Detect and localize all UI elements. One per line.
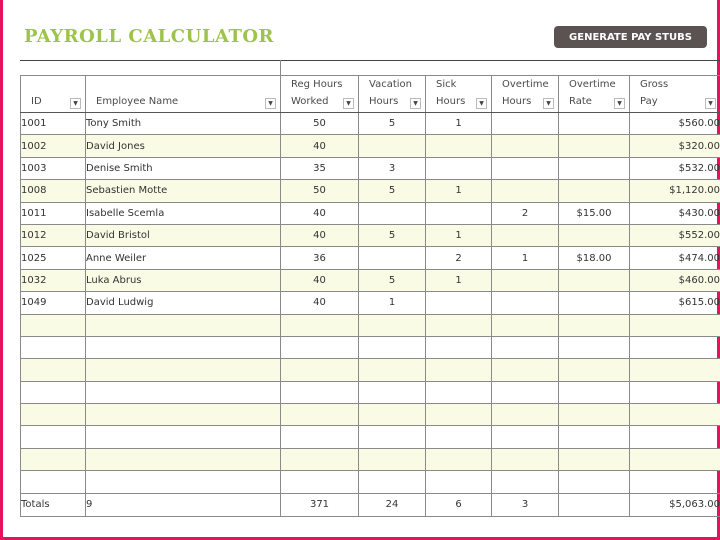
table-row xyxy=(21,157,720,179)
cell-gross-pay[interactable]: $552.00 xyxy=(630,224,720,246)
empty-cell[interactable] xyxy=(359,448,426,470)
empty-cell[interactable] xyxy=(359,471,426,493)
cell-overtime-hours[interactable] xyxy=(492,292,559,314)
empty-cell[interactable] xyxy=(426,336,492,358)
cell-gross-pay[interactable]: $615.00 xyxy=(630,292,720,314)
cell-gross-pay[interactable]: $1,120.00 xyxy=(630,180,720,202)
top-divider-tick xyxy=(280,60,281,75)
empty-cell[interactable] xyxy=(492,471,559,493)
empty-cell[interactable] xyxy=(281,471,359,493)
table-row xyxy=(21,269,720,291)
totals-overtime-rate[interactable] xyxy=(559,493,630,516)
cell-overtime-rate[interactable]: $18.00 xyxy=(559,247,630,269)
cell-reg-hours[interactable]: 36 xyxy=(281,247,359,269)
empty-cell[interactable] xyxy=(492,448,559,470)
cell-overtime-rate[interactable] xyxy=(559,113,630,135)
cell-id[interactable]: 1002 xyxy=(21,135,86,157)
cell-overtime-hours[interactable]: 2 xyxy=(492,202,559,224)
cell-gross-pay[interactable]: $430.00 xyxy=(630,202,720,224)
empty-cell[interactable] xyxy=(86,448,281,470)
cell-gross-pay[interactable]: $320.00 xyxy=(630,135,720,157)
cell-overtime-rate[interactable] xyxy=(559,292,630,314)
totals-sick-hours[interactable]: 6 xyxy=(426,493,492,516)
empty-cell[interactable] xyxy=(426,359,492,381)
cell-employee-name[interactable]: Luka Abrus xyxy=(86,269,281,291)
empty-cell[interactable] xyxy=(492,359,559,381)
cell-employee-name[interactable]: David Ludwig xyxy=(86,292,281,314)
cell-overtime-rate[interactable] xyxy=(559,157,630,179)
cell-overtime-hours[interactable] xyxy=(492,224,559,246)
cell-reg-hours[interactable]: 50 xyxy=(281,113,359,135)
filter-dropdown-icon[interactable]: ▼ xyxy=(410,98,421,109)
totals-label: Totals xyxy=(21,493,86,516)
cell-id[interactable]: 1025 xyxy=(21,247,86,269)
cell-overtime-hours[interactable] xyxy=(492,113,559,135)
cell-reg-hours[interactable]: 40 xyxy=(281,292,359,314)
cell-reg-hours[interactable]: 40 xyxy=(281,269,359,291)
column-header-sick-hours[interactable]: Sick Hours ▼ xyxy=(426,76,492,113)
empty-cell[interactable] xyxy=(630,426,720,448)
empty-cell[interactable] xyxy=(86,426,281,448)
empty-cell[interactable] xyxy=(86,314,281,336)
empty-cell[interactable] xyxy=(426,381,492,403)
cell-vacation-hours[interactable]: 5 xyxy=(359,224,426,246)
cell-overtime-rate[interactable] xyxy=(559,180,630,202)
empty-cell[interactable] xyxy=(21,404,86,426)
empty-cell[interactable] xyxy=(281,426,359,448)
cell-id[interactable]: 1001 xyxy=(21,113,86,135)
empty-cell[interactable] xyxy=(86,336,281,358)
empty-cell[interactable] xyxy=(559,336,630,358)
empty-cell[interactable] xyxy=(359,314,426,336)
column-header-id[interactable]: ID ▼ xyxy=(21,76,86,113)
column-header-overtime-hours[interactable]: Overtime Hours ▼ xyxy=(492,76,559,113)
empty-cell[interactable] xyxy=(21,426,86,448)
empty-cell[interactable] xyxy=(492,381,559,403)
cell-vacation-hours[interactable] xyxy=(359,202,426,224)
totals-overtime-hours[interactable]: 3 xyxy=(492,493,559,516)
cell-reg-hours[interactable]: 40 xyxy=(281,135,359,157)
cell-id[interactable]: 1008 xyxy=(21,180,86,202)
cell-overtime-rate[interactable] xyxy=(559,135,630,157)
empty-cell[interactable] xyxy=(559,471,630,493)
empty-row xyxy=(21,471,720,493)
empty-cell[interactable] xyxy=(559,314,630,336)
cell-id[interactable]: 1049 xyxy=(21,292,86,314)
filter-dropdown-icon[interactable]: ▼ xyxy=(543,98,554,109)
filter-dropdown-icon[interactable]: ▼ xyxy=(705,98,716,109)
payroll-table xyxy=(20,75,720,517)
empty-cell[interactable] xyxy=(359,359,426,381)
table-row xyxy=(21,113,720,135)
cell-sick-hours[interactable]: 2 xyxy=(426,247,492,269)
empty-cell[interactable] xyxy=(359,381,426,403)
cell-sick-hours[interactable] xyxy=(426,135,492,157)
column-header-vacation-hours[interactable]: Vacation Hours ▼ xyxy=(359,76,426,113)
cell-sick-hours[interactable]: 1 xyxy=(426,180,492,202)
empty-cell[interactable] xyxy=(630,314,720,336)
empty-row xyxy=(21,426,720,448)
empty-cell[interactable] xyxy=(630,471,720,493)
empty-cell[interactable] xyxy=(281,359,359,381)
empty-cell[interactable] xyxy=(21,336,86,358)
cell-vacation-hours[interactable]: 5 xyxy=(359,113,426,135)
empty-cell[interactable] xyxy=(630,448,720,470)
empty-cell[interactable] xyxy=(86,471,281,493)
column-header-reg-hours[interactable]: Reg Hours Worked ▼ xyxy=(281,76,359,113)
empty-cell[interactable] xyxy=(86,381,281,403)
cell-vacation-hours[interactable]: 1 xyxy=(359,292,426,314)
empty-cell[interactable] xyxy=(492,314,559,336)
cell-sick-hours[interactable]: 1 xyxy=(426,113,492,135)
empty-cell[interactable] xyxy=(21,448,86,470)
header-row xyxy=(21,76,720,113)
totals-count[interactable]: 9 xyxy=(86,493,281,516)
cell-vacation-hours[interactable] xyxy=(359,247,426,269)
cell-gross-pay[interactable]: $532.00 xyxy=(630,157,720,179)
cell-overtime-hours[interactable]: 1 xyxy=(492,247,559,269)
cell-reg-hours[interactable]: 35 xyxy=(281,157,359,179)
empty-cell[interactable] xyxy=(359,336,426,358)
empty-cell[interactable] xyxy=(359,404,426,426)
cell-overtime-hours[interactable] xyxy=(492,135,559,157)
totals-row xyxy=(21,493,720,516)
table-row xyxy=(21,292,720,314)
cell-vacation-hours[interactable]: 3 xyxy=(359,157,426,179)
generate-pay-stubs-button[interactable]: GENERATE PAY STUBS xyxy=(554,26,707,48)
cell-gross-pay[interactable]: $560.00 xyxy=(630,113,720,135)
empty-cell[interactable] xyxy=(492,336,559,358)
empty-cell[interactable] xyxy=(559,359,630,381)
cell-vacation-hours[interactable]: 5 xyxy=(359,180,426,202)
table-row xyxy=(21,247,720,269)
cell-employee-name[interactable]: Denise Smith xyxy=(86,157,281,179)
empty-row xyxy=(21,336,720,358)
empty-cell[interactable] xyxy=(559,426,630,448)
totals-gross-pay[interactable]: $5,063.00 xyxy=(630,493,720,516)
table-row xyxy=(21,180,720,202)
empty-cell[interactable] xyxy=(559,404,630,426)
cell-employee-name[interactable]: David Bristol xyxy=(86,224,281,246)
empty-cell[interactable] xyxy=(21,471,86,493)
cell-overtime-hours[interactable] xyxy=(492,180,559,202)
totals-vacation-hours[interactable]: 24 xyxy=(359,493,426,516)
empty-cell[interactable] xyxy=(359,426,426,448)
empty-row xyxy=(21,381,720,403)
cell-vacation-hours[interactable] xyxy=(359,135,426,157)
cell-employee-name[interactable]: David Jones xyxy=(86,135,281,157)
cell-overtime-hours[interactable] xyxy=(492,269,559,291)
empty-cell[interactable] xyxy=(281,381,359,403)
cell-employee-name[interactable]: Sebastien Motte xyxy=(86,180,281,202)
cell-id[interactable]: 1012 xyxy=(21,224,86,246)
cell-sick-hours[interactable]: 1 xyxy=(426,269,492,291)
cell-sick-hours[interactable] xyxy=(426,157,492,179)
empty-row xyxy=(21,314,720,336)
cell-sick-hours[interactable]: 1 xyxy=(426,224,492,246)
cell-gross-pay[interactable]: $460.00 xyxy=(630,269,720,291)
cell-id[interactable]: 1032 xyxy=(21,269,86,291)
empty-cell[interactable] xyxy=(86,359,281,381)
cell-reg-hours[interactable]: 40 xyxy=(281,202,359,224)
cell-vacation-hours[interactable]: 5 xyxy=(359,269,426,291)
empty-cell[interactable] xyxy=(559,448,630,470)
cell-overtime-rate[interactable] xyxy=(559,269,630,291)
empty-row xyxy=(21,359,720,381)
empty-cell[interactable] xyxy=(426,404,492,426)
page-title: PAYROLL CALCULATOR xyxy=(24,26,275,47)
column-header-employee-name[interactable]: Employee Name ▼ xyxy=(86,76,281,113)
cell-sick-hours[interactable] xyxy=(426,202,492,224)
empty-row xyxy=(21,404,720,426)
table-row xyxy=(21,135,720,157)
empty-cell[interactable] xyxy=(630,359,720,381)
filter-dropdown-icon[interactable]: ▼ xyxy=(70,98,81,109)
table-row xyxy=(21,224,720,246)
empty-cell[interactable] xyxy=(426,471,492,493)
filter-dropdown-icon[interactable]: ▼ xyxy=(265,98,276,109)
cell-sick-hours[interactable] xyxy=(426,292,492,314)
totals-reg-hours[interactable]: 371 xyxy=(281,493,359,516)
filter-dropdown-icon[interactable]: ▼ xyxy=(343,98,354,109)
cell-employee-name[interactable]: Anne Weiler xyxy=(86,247,281,269)
empty-cell[interactable] xyxy=(281,448,359,470)
empty-cell[interactable] xyxy=(426,314,492,336)
empty-cell[interactable] xyxy=(21,381,86,403)
cell-id[interactable]: 1011 xyxy=(21,202,86,224)
empty-cell[interactable] xyxy=(559,381,630,403)
table-row xyxy=(21,202,720,224)
empty-cell[interactable] xyxy=(21,314,86,336)
cell-employee-name[interactable]: Isabelle Scemla xyxy=(86,202,281,224)
empty-cell[interactable] xyxy=(21,359,86,381)
cell-gross-pay[interactable]: $474.00 xyxy=(630,247,720,269)
empty-cell[interactable] xyxy=(426,426,492,448)
filter-dropdown-icon[interactable]: ▼ xyxy=(476,98,487,109)
empty-cell[interactable] xyxy=(630,381,720,403)
empty-cell[interactable] xyxy=(281,314,359,336)
empty-cell[interactable] xyxy=(426,448,492,470)
cell-reg-hours[interactable]: 50 xyxy=(281,180,359,202)
column-header-overtime-rate[interactable]: Overtime Rate ▼ xyxy=(559,76,630,113)
empty-cell[interactable] xyxy=(630,336,720,358)
empty-cell[interactable] xyxy=(630,404,720,426)
empty-cell[interactable] xyxy=(492,426,559,448)
filter-dropdown-icon[interactable]: ▼ xyxy=(614,98,625,109)
cell-overtime-rate[interactable]: $15.00 xyxy=(559,202,630,224)
empty-cell[interactable] xyxy=(492,404,559,426)
cell-employee-name[interactable]: Tony Smith xyxy=(86,113,281,135)
cell-reg-hours[interactable]: 40 xyxy=(281,224,359,246)
empty-cell[interactable] xyxy=(281,404,359,426)
cell-overtime-hours[interactable] xyxy=(492,157,559,179)
empty-cell[interactable] xyxy=(281,336,359,358)
column-header-gross-pay[interactable]: Gross Pay ▼ xyxy=(630,76,720,113)
top-divider xyxy=(20,60,720,61)
cell-id[interactable]: 1003 xyxy=(21,157,86,179)
cell-overtime-rate[interactable] xyxy=(559,224,630,246)
empty-row xyxy=(21,448,720,470)
empty-cell[interactable] xyxy=(86,404,281,426)
